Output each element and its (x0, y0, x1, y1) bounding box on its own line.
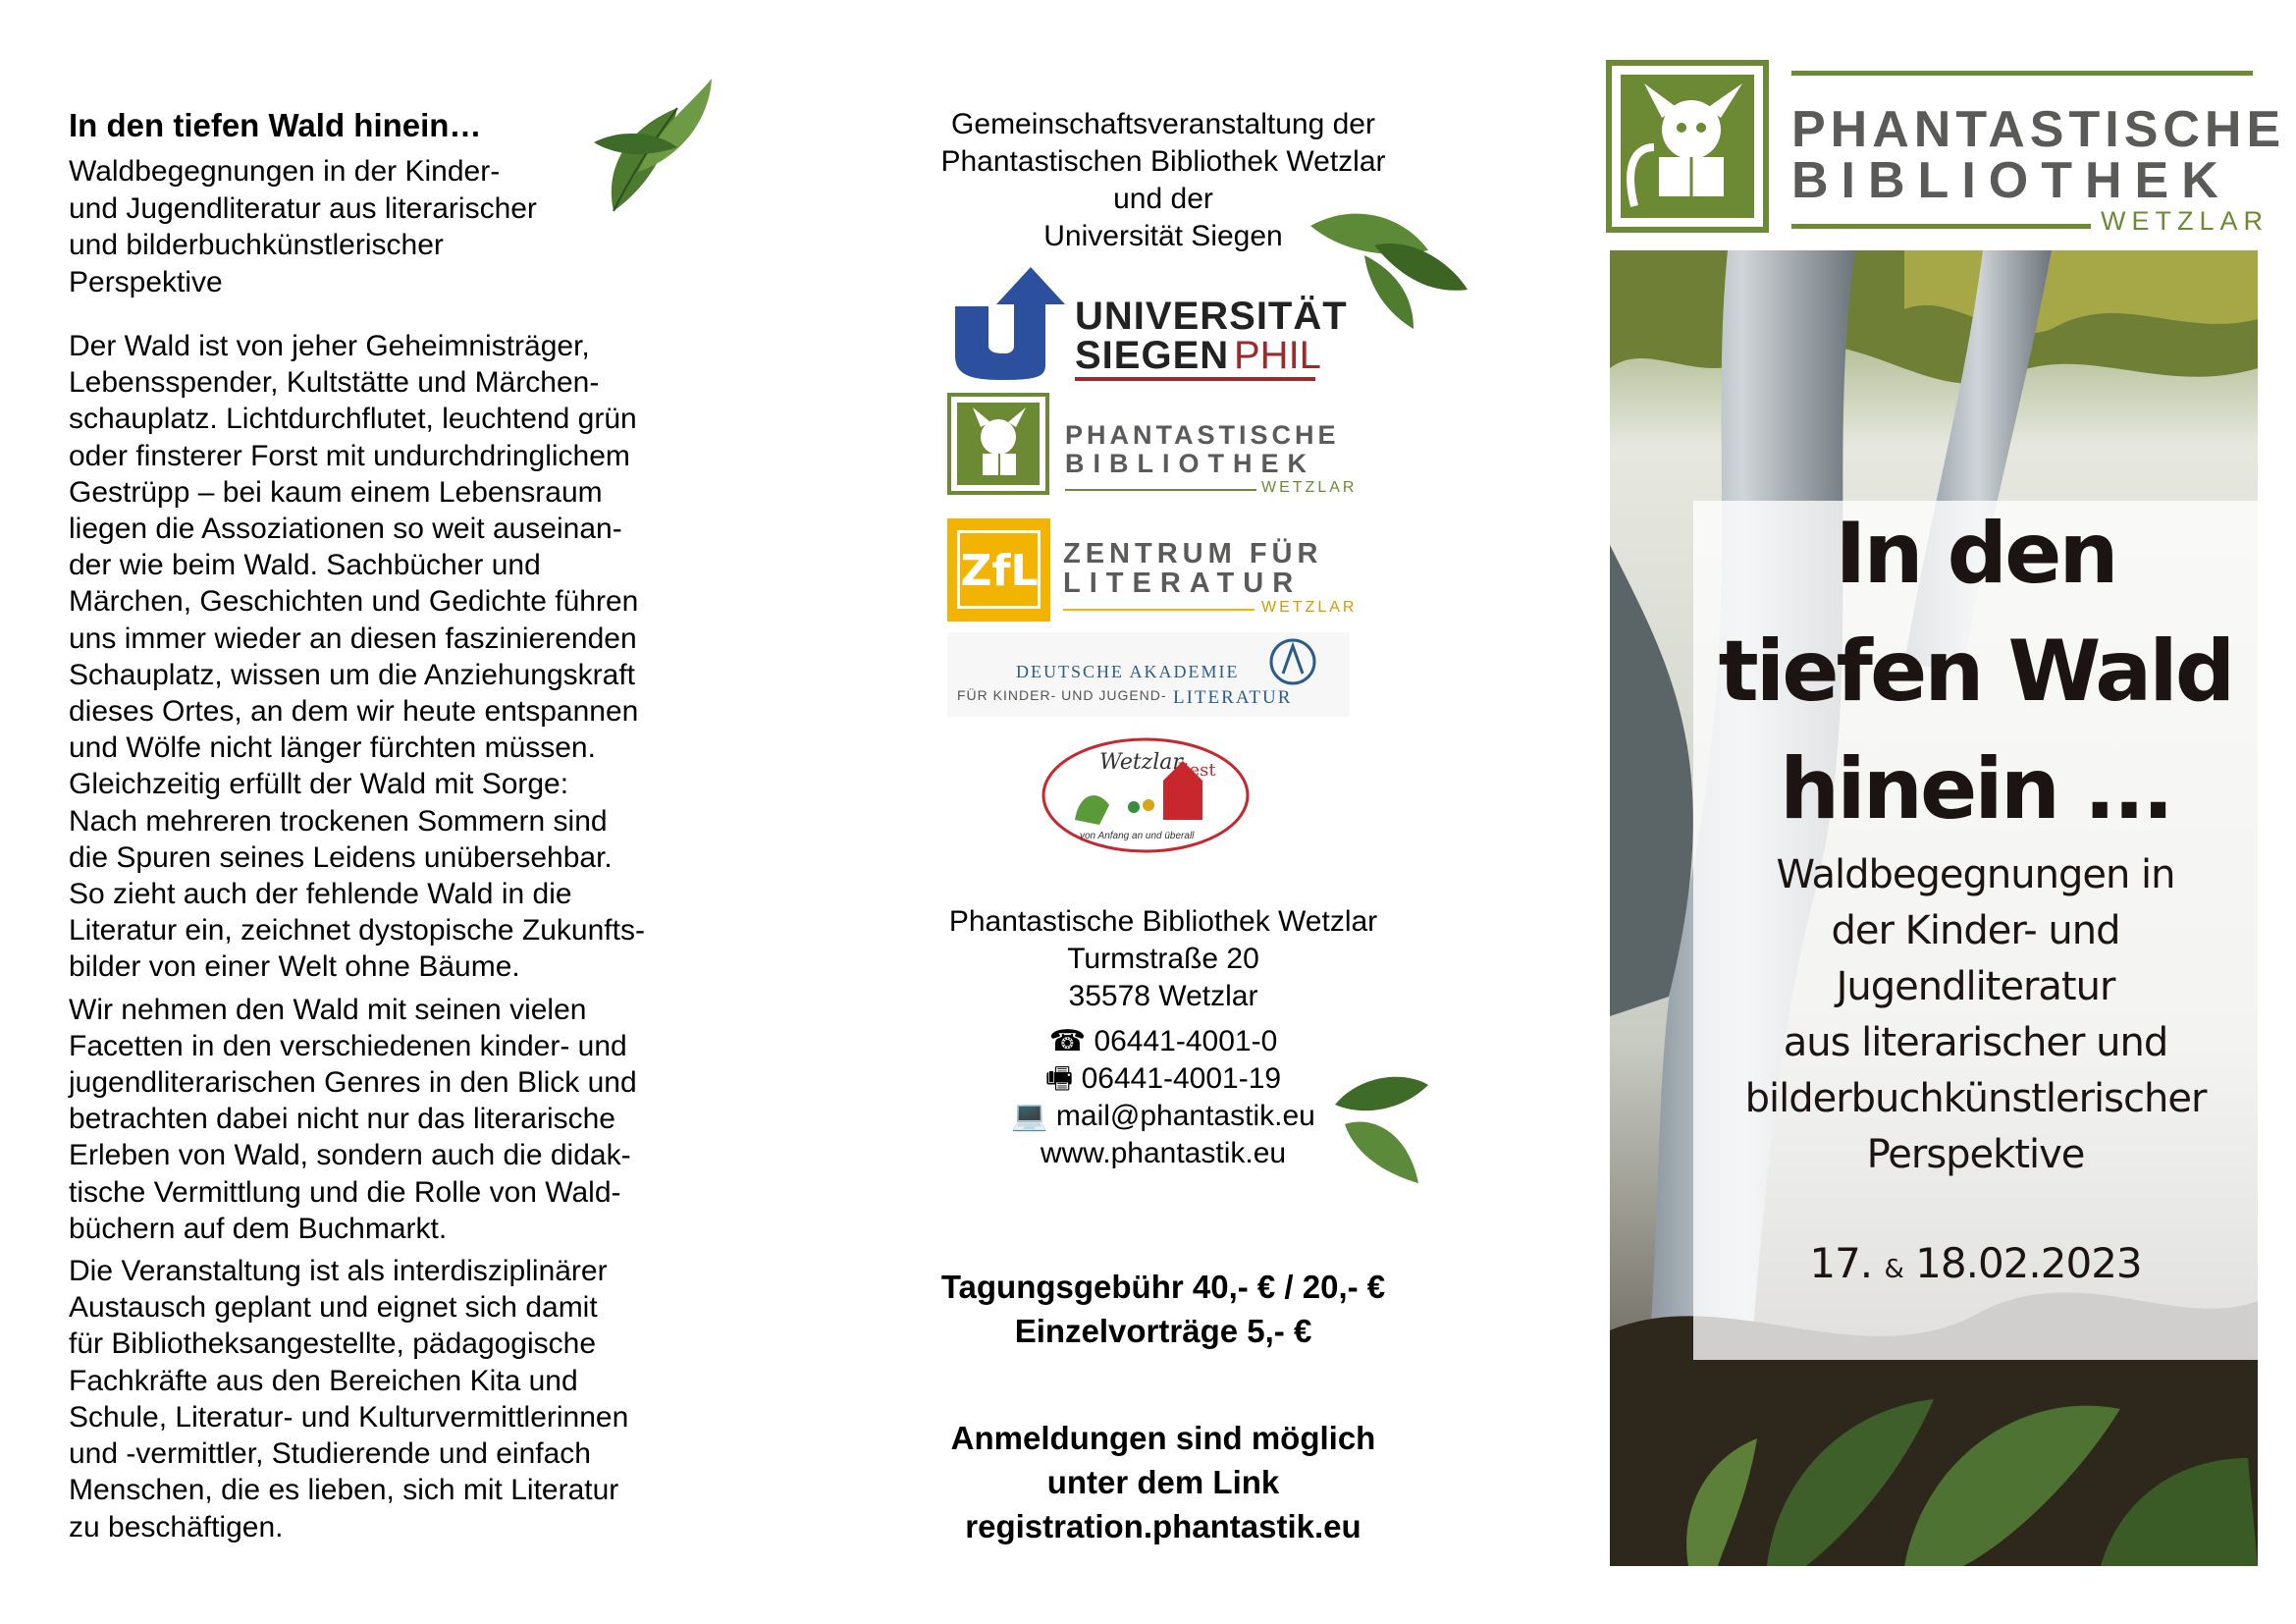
cover-date (1693, 1239, 2258, 1294)
akademie-line1: DEUTSCHE AKADEMIE (1016, 662, 1240, 681)
cover-subtitle (1693, 847, 2258, 1183)
siegen-line1: UNIVERSITÄT (1075, 295, 1348, 338)
cover-subtitle-line: Perspektive (1866, 1132, 2085, 1177)
cover-subtitle-line: Waldbegegnungen in (1776, 852, 2175, 897)
brand-rule-bottom (1791, 224, 2091, 229)
left-column (69, 106, 697, 1551)
telephone-icon: ☎ (1048, 1025, 1087, 1057)
pb-small-line2: BIBLIOTHEK (1065, 449, 1315, 478)
cover-subtitle-line: der Kinder- und (1831, 908, 2120, 953)
siegen-u-icon (947, 267, 1065, 380)
siegen-logo (947, 267, 1360, 385)
cover-subtitle-line: Jugendliteratur (1836, 964, 2115, 1009)
registration-block (844, 1416, 1482, 1548)
registration-text: Anmeldungen sind möglich unter dem Link registration.phantastik.eu (950, 1420, 1376, 1544)
phone-line (844, 1023, 1482, 1060)
pb-logo-small (947, 393, 1358, 501)
akademie-emblem-icon (1269, 636, 1316, 689)
address-text: Phantastische Bibliothek Wetzlar Turmstraße 20 35578 Wetzlar (948, 905, 1378, 1012)
cover-title-line2: tiefen Wald (1718, 623, 2233, 721)
brand-line2: BIBLIOTHEK (1791, 152, 2231, 209)
dragon-reading-icon (947, 393, 1050, 496)
date-ampersand: & (1884, 1255, 1903, 1284)
zfl-line1: ZENTRUM FÜR (1063, 538, 1323, 569)
intro-subheading: Waldbegegnungen in der Kinder- und Jugendliteratur aus literarischer und bilderbuchkünstlerischer Perspektive (69, 155, 537, 298)
organizer-intro: Gemeinschaftsveranstaltung der Phantastischen Bibliothek Wetzlar und der Universität Siegen (940, 108, 1386, 252)
akademie-logo (947, 632, 1350, 717)
website-link[interactable]: www.phantastik.eu (1040, 1137, 1287, 1169)
fees-text: Tagungsgebühr 40,- € / 20,- € Einzelvorträge 5,- € (940, 1269, 1386, 1349)
siegen-phil: PHIL (1234, 334, 1321, 377)
fax-icon: 🖷 (1044, 1062, 1074, 1095)
brand-line1: PHANTASTISCHE (1791, 101, 2286, 158)
zfl-line3: WETZLAR (1261, 599, 1358, 616)
fax-number: 06441-4001-19 (1081, 1062, 1282, 1095)
zfl-logo (947, 518, 1358, 626)
pb-small-line3: WETZLAR (1261, 479, 1358, 496)
intro-heading: In den tiefen Wald hinein… (69, 107, 482, 143)
cover-subtitle-line: aus literarischer und (1783, 1020, 2168, 1065)
pb-logo-large (1605, 59, 2286, 236)
zfl-line2: LITERATUR (1063, 568, 1303, 599)
body-paragraph-3: Die Veranstaltung ist als interdisziplinärer Austausch geplant und eignet sich damit für Bibliotheksangestellte, pädagogische Fachkräfte aus den Bereichen Kita und Schule, Literatur- und Kulturvermittlerinnen und -vermittler, Studierende und einfach Menschen, die es lieben, sich mit Literatur zu beschäftigen. (69, 1255, 629, 1543)
cover-title-line3: hinein ... (1780, 740, 2171, 839)
zfl-mark: ZfL (960, 546, 1039, 596)
fees-block (844, 1265, 1482, 1353)
pb-small-line1: PHANTASTISCHE (1065, 420, 1340, 450)
brand-rule-top (1791, 71, 2253, 76)
akademie-line2: FÜR KINDER- UND JUGEND- (957, 687, 1167, 703)
akademie-line3: LITERATUR (1173, 687, 1293, 708)
wetzlar-liest-line2: liest (1178, 760, 1216, 781)
body-paragraph-2: Wir nehmen den Wald mit seinen vielen Facetten in den verschiedenen kinder- und jugendliterarischen Genres in den Blick und betrachten dabei nicht nur das literarische Erleben von Wald, sondern auch die didak- tische Vermittlung und die Rolle von Wald- büchern auf dem Buchmarkt. (69, 993, 637, 1245)
leaves-decoration-icon (1330, 1060, 1438, 1188)
brand-line3: WETZLAR (2101, 206, 2269, 236)
phone-number: 06441-4001-0 (1094, 1025, 1278, 1057)
cover-title-line1: In den (1835, 505, 2116, 603)
computer-icon: 💻 (1011, 1100, 1048, 1132)
siegen-underline (1075, 377, 1315, 381)
dragon-reading-icon (1605, 59, 1772, 236)
email-address[interactable]: mail@phantastik.eu (1055, 1100, 1315, 1132)
cover-subtitle-line: bilderbuchkünstlerischer (1744, 1076, 2207, 1121)
date-start: 17. (1809, 1239, 1873, 1287)
siegen-line2: SIEGEN (1075, 334, 1230, 377)
wetzlar-liest-line1: Wetzlar (1099, 750, 1183, 775)
wetzlar-liest-logo (1041, 736, 1252, 854)
leaves-decoration-icon (584, 74, 721, 221)
body-paragraph-1: Der Wald ist von jeher Geheimnisträger, Lebensspender, Kultstätte und Märchen- schauplatz. Lichtdurchflutet, leuchtend grün oder finsterer Forst mit undurchdringlichem Gestrüpp – bei kaum einem Lebensraum liegen die Assoziationen so weit auseinan- der wie beim Wald. Sachbücher und Märchen, Geschichten und Gedichte führen uns immer wieder an diesen faszinierenden Schauplatz, wissen um die Anziehungskraft dieses Ortes, an dem wir heute entspannen und Wölfe nicht länger fürchten müssen. Gleichzeitig erfüllt der Wald mit Sorge: Nach mehreren trockenen Sommern sind die Spuren seines Leidens unübersehbar. So zieht auch der fehlende Wald in die Literatur ein, zeichnet dystopische Zukunfts- bilder von einer Welt ohne Bäume. (69, 330, 645, 984)
wetzlar-liest-motto: von Anfang an und überall (1080, 831, 1195, 841)
pb-small-rule (1065, 489, 1256, 491)
date-end: 18.02.2023 (1915, 1239, 2142, 1287)
